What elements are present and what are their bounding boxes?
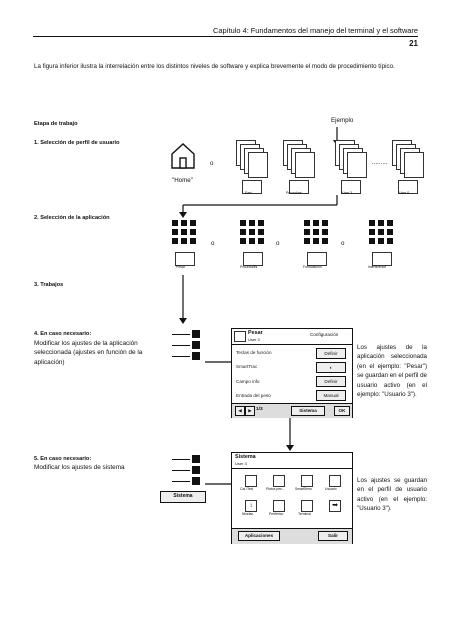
- or-1: o: [210, 160, 214, 167]
- example-label: Ejemplo: [331, 117, 354, 124]
- profile-label: User 8: [399, 191, 409, 195]
- profile-label: Procedure: [286, 191, 302, 195]
- sys-item-label: SmartSens: [295, 487, 312, 491]
- app-label: Pesar: [176, 265, 185, 269]
- home-label: "Home": [172, 177, 193, 184]
- sys-item-label: Periférico: [269, 512, 284, 516]
- profile-procedure[interactable]: [283, 140, 319, 196]
- intro-paragraph: La figura inferior ilustra la interrelación entre los distintos niveles de software y explica brevemente el modo de procedimiento típico.: [34, 63, 395, 70]
- setting-label: Teclas de función: [236, 350, 272, 355]
- step-1-label: 1. Selección de perfil de usuario: [34, 140, 120, 146]
- sys-item-label: Terminal: [298, 512, 311, 516]
- app-settings-note: Los ajustes de la aplicación seleccionada (en el ejemplo: "Pesar") se guardan en el perfil de usuario activo (en el ejemplo: "Usuario 3").: [357, 344, 427, 399]
- leveling-icon[interactable]: ↕: [245, 500, 257, 512]
- smartsens-icon[interactable]: [301, 475, 313, 487]
- sys-panel-user: User 3: [235, 461, 247, 466]
- setting-label: Campo info: [236, 379, 260, 384]
- profile-label: User 3: [342, 191, 352, 195]
- chapter-title: Capítulo 4: Fundamentos del manejo del terminal y el software: [213, 26, 418, 35]
- profile-ellipsis: .........: [372, 159, 388, 166]
- sys-item-label: Cal./Test: [240, 487, 254, 491]
- app-panel-sistema-button[interactable]: Sistema: [291, 406, 325, 416]
- page-number: 21: [409, 39, 418, 48]
- exit-button[interactable]: Salir: [318, 531, 348, 541]
- step-2-label: 2. Selección de la aplicación: [34, 215, 110, 221]
- weight-entry-button[interactable]: Manual: [316, 390, 346, 401]
- sistema-button[interactable]: Sistema: [160, 491, 206, 503]
- calibration-icon[interactable]: [245, 475, 257, 487]
- step-5-title: 5. En caso necesario:: [34, 456, 92, 462]
- sys-panel-title: Sistema: [235, 454, 256, 460]
- or-4: o: [341, 240, 345, 247]
- sys-item-label: Platos pes...: [266, 487, 285, 491]
- terminal-icon[interactable]: [301, 500, 313, 512]
- peripherals-icon[interactable]: [273, 500, 285, 512]
- app-label: Interference: [368, 265, 387, 269]
- app-procedures[interactable]: [240, 220, 270, 272]
- system-settings-list-icon: [172, 455, 204, 495]
- sys-item-label: Nivelac.: [242, 512, 255, 516]
- pager-indicator: 1/3: [256, 407, 263, 412]
- app-panel-config: Configuración: [310, 332, 339, 337]
- app-pesar[interactable]: [172, 220, 202, 272]
- profile-fast[interactable]: [236, 140, 272, 196]
- smarttrac-button[interactable]: ◐: [316, 362, 346, 373]
- setting-label: Entrada del peso: [236, 393, 271, 398]
- settings-list-icon: [172, 330, 204, 370]
- step-3-label: 3. Trabajos: [34, 282, 64, 288]
- page-prev-button[interactable]: ◀: [235, 406, 245, 416]
- setting-label: SmartTrac: [236, 364, 258, 369]
- profile-user8[interactable]: [392, 140, 428, 196]
- app-label: Formulacion: [303, 265, 322, 269]
- or-3: o: [276, 240, 280, 247]
- app-settings-panel: [231, 328, 353, 418]
- column-title: Etapa de trabajo: [34, 121, 78, 127]
- app-formulacion[interactable]: [304, 220, 334, 272]
- step-4-body: Modificar los ajustes de la aplicación seleccionada (ajustes en función de la aplicación): [34, 340, 143, 366]
- profile-user3[interactable]: [335, 140, 371, 196]
- next-page-arrow-icon[interactable]: ➡: [329, 500, 341, 512]
- system-settings-note: Los ajustes se guardan en el perfil de usuario activo (en el ejemplo: "Usuario 3").: [357, 477, 427, 513]
- system-settings-panel: [231, 452, 353, 544]
- ok-button[interactable]: OK: [334, 406, 350, 416]
- profile-label: Fast: [245, 191, 252, 195]
- weighing-pans-icon[interactable]: [273, 475, 285, 487]
- app-panel-user: User 3: [248, 337, 260, 342]
- page-next-button[interactable]: ▶: [245, 406, 255, 416]
- app-label: Procedures: [240, 265, 258, 269]
- scale-icon: [234, 331, 246, 342]
- sys-item-label: Usuario: [325, 487, 337, 491]
- user-icon[interactable]: [329, 475, 341, 487]
- applications-button[interactable]: Aplicaciones: [238, 531, 280, 541]
- function-keys-define-button[interactable]: Definir: [316, 348, 346, 359]
- info-field-define-button[interactable]: Definir: [316, 376, 346, 387]
- step-4-title: 4. En caso necesario:: [34, 331, 92, 337]
- or-2: o: [211, 240, 215, 247]
- step-5-body: Modificar los ajustes de sistema: [34, 464, 125, 471]
- app-panel-title: Pesar: [248, 330, 263, 336]
- app-interference[interactable]: [369, 220, 399, 272]
